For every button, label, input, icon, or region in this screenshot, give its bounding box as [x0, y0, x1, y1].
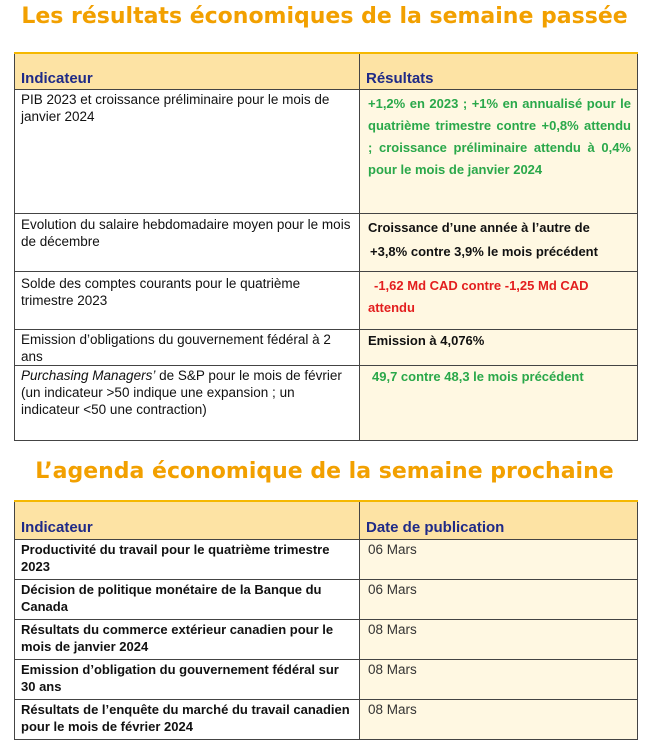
indicator-cell: Décision de politique monétaire de la Banque du Canada	[15, 579, 360, 619]
header-indicateur: Indicateur	[15, 53, 360, 89]
table-row	[15, 699, 638, 739]
agenda-header-row	[15, 501, 638, 539]
table-row	[15, 329, 638, 365]
table-row	[15, 539, 638, 579]
date-cell: 08 Mars	[360, 699, 638, 739]
indicator-cell	[15, 365, 360, 440]
result-cell: 49,7 contre 48,3 le mois précédent	[360, 365, 638, 440]
result-cell	[360, 213, 638, 271]
results-header-row	[15, 53, 638, 89]
indicator-cell: Emission d’obligations du gouvernement fédéral à 2 ans	[15, 329, 360, 365]
result-line: +3,8% contre 3,9% le mois précédent	[370, 243, 598, 259]
indicator-italic-text: Purchasing Managers’	[21, 367, 156, 383]
table-row	[15, 659, 638, 699]
table-row	[15, 579, 638, 619]
table-row	[15, 89, 638, 213]
date-cell: 08 Mars	[360, 619, 638, 659]
result-cell: +1,2% en 2023 ; +1% en annualisé pour le quatrième trimestre contre +0,8% attendu ; croissance préliminaire attendu à 0,4% pour le mois de janvier 2024	[360, 89, 638, 213]
indicator-cell: Evolution du salaire hebdomadaire moyen pour le mois de décembre	[15, 213, 360, 271]
table-row	[15, 619, 638, 659]
agenda-title: L’agenda économique de la semaine prochaine	[35, 459, 614, 484]
agenda-table	[14, 500, 638, 740]
result-cell: Emission à 4,076%	[360, 329, 638, 365]
date-cell: 08 Mars	[360, 659, 638, 699]
indicator-cell: Résultats du commerce extérieur canadien pour le mois de janvier 2024	[15, 619, 360, 659]
indicator-cell: Solde des comptes courants pour le quatrième trimestre 2023	[15, 271, 360, 329]
indicator-cell: PIB 2023 et croissance préliminaire pour le mois de janvier 2024	[15, 89, 360, 213]
table-row	[15, 365, 638, 440]
table-row	[15, 271, 638, 329]
indicator-cell: Productivité du travail pour le quatrième trimestre 2023	[15, 539, 360, 579]
indicator-text: de S&P pour le mois de février (un indicateur >50 indique une expansion ; un indicateur <50 une contraction)	[21, 367, 342, 417]
header-resultats: Résultats	[360, 53, 638, 89]
date-cell: 06 Mars	[360, 539, 638, 579]
header-indicateur: Indicateur	[15, 501, 360, 539]
indicator-cell: Emission d’obligation du gouvernement fédéral sur 30 ans	[15, 659, 360, 699]
header-date-publication: Date de publication	[360, 501, 638, 539]
table-row	[15, 213, 638, 271]
result-cell: -1,62 Md CAD contre -1,25 Md CAD attendu	[360, 271, 638, 329]
result-line: Croissance d’une année à l’autre de	[368, 219, 590, 235]
indicator-cell: Résultats de l’enquête du marché du travail canadien pour le mois de février 2024	[15, 699, 360, 739]
results-title: Les résultats économiques de la semaine passée	[21, 4, 628, 29]
results-table	[14, 52, 638, 441]
date-cell: 06 Mars	[360, 579, 638, 619]
